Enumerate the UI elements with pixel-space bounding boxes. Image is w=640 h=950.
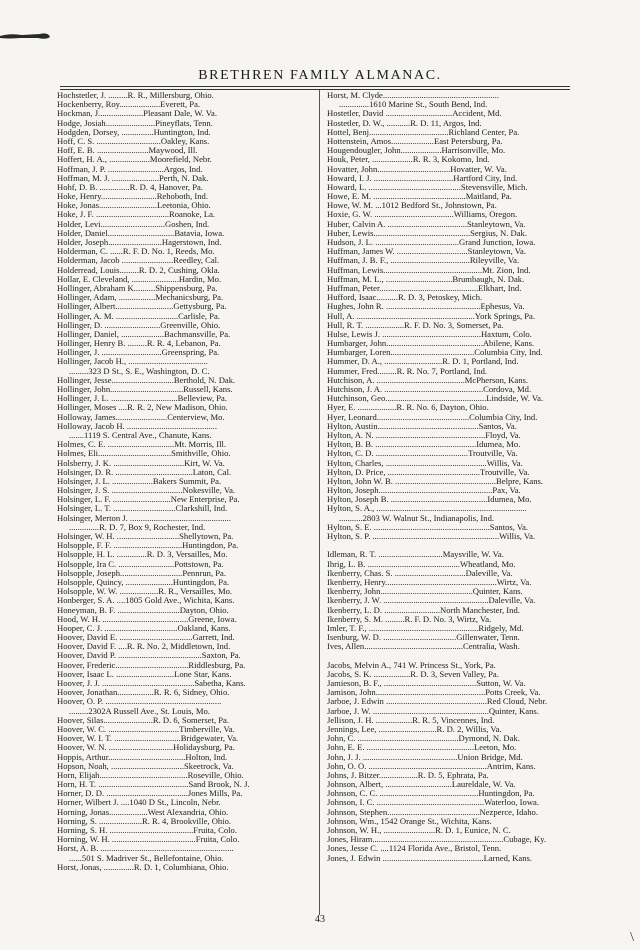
directory-entry: Hylton, Charles, ...............................................Willis, Va. bbox=[327, 458, 523, 468]
directory-entry: .......1119 S. Central Ave., Chanute, Kans. bbox=[69, 430, 212, 440]
directory-entry: Hollinger, John..................................Russell, Kans. bbox=[57, 385, 233, 394]
directory-entry: Hylton, Austin...............................................Santos, Va. bbox=[327, 421, 517, 431]
directory-entry: Holsinger, W. H. .............................Shellytown, Pa. bbox=[57, 532, 234, 541]
directory-entry: Holsopple, Quincy, ......................Huntingdon, Pa. bbox=[57, 577, 230, 587]
directory-entry: Hoover, Isaac L. ...........................Lone Star, Kans. bbox=[57, 669, 232, 679]
directory-entry: Humbarger, John.............................................Abilene, Kans. bbox=[327, 339, 535, 349]
directory-entry: Holsopple, F. F. ................................Huntingdon, Pa. bbox=[57, 541, 239, 551]
directory-entry: Holmes, C. E. ...............................Mt. Morris, Ill. bbox=[57, 440, 227, 450]
column-divider bbox=[319, 90, 320, 915]
directory-entry: Hoover, W. C. .................................Timberville, Va. bbox=[57, 724, 235, 734]
directory-entry: Holsopple, Ira C. ..........................Pottstown, Pa. bbox=[57, 559, 224, 569]
directory-entry: Hollinger, A. M. .............................Carlisle, Pa. bbox=[57, 311, 220, 321]
directory-entry: Holderman, Jacob ........................Reedley, Cal. bbox=[57, 256, 220, 266]
directory-entry: Hylton, C. D. ...........................................Troutville, Va. bbox=[327, 449, 518, 459]
directory-entry: Holderman, C. ......R. F. D. No. 1, Reeds, Mo. bbox=[57, 247, 215, 257]
directory-entry: Hummer, Fred.........R. R. No. 7, Portland, Ind. bbox=[327, 366, 488, 376]
directory-entry: Horst, A. B. .............................................................. bbox=[57, 844, 234, 854]
directory-entry: Hoover, Silas.......................R. D. 6, Somerset, Pa. bbox=[57, 715, 230, 725]
directory-entry: Jamison, John...................................................Potts Creek, Va. bbox=[327, 688, 541, 698]
directory-entry: Horst, M. Clyde...................................................... bbox=[327, 91, 499, 100]
directory-entry: Horner, Wilbert J. ....1040 D St., Lincoln, Nebr. bbox=[57, 798, 221, 808]
directory-entry: Huffman, J. B. F., .....................................Rileyville, Va. bbox=[327, 256, 520, 266]
directory-entry: Hottenstein, Amos....................East Petersburg, Pa. bbox=[327, 136, 503, 146]
directory-entry: Johnson, C. C. ..............................................Huntingdon, Pa. bbox=[327, 789, 535, 799]
directory-entry: Hylton, B. B. ...............................................Idumea, Mo. bbox=[327, 440, 521, 450]
directory-entry: Ikenberry, S. M. .........R. F. D. No. 3, Wirtz, Va. bbox=[327, 614, 492, 624]
margin-mark: \ bbox=[630, 930, 634, 945]
directory-entry: Holsinger, J. S. .................................Nokesville, Va. bbox=[57, 486, 236, 496]
directory-entry: Hoover, David F. ....R. R. No. 2, Middletown, Ind. bbox=[57, 642, 231, 652]
directory-entry: Huffman, James W. .................................Stanleytown, Va. bbox=[327, 247, 526, 257]
directory-entry: Holder, Daniel...............................Batavia, Iowa. bbox=[57, 228, 225, 238]
directory-entry: Jarboe, J. W. ......................................................Quinter, Kans. bbox=[327, 706, 539, 716]
directory-entry: Hudson, J. L. .......................................Grand Junction, Iowa. bbox=[327, 238, 536, 247]
directory-entry: Huffman, Lewis..............................................Mt. Zion, Ind. bbox=[327, 265, 531, 275]
directory-entry: Hollinger, Albert...........................Gettysburg, Pa. bbox=[57, 302, 227, 312]
directory-entry: Holsinger, Merton J. ............................................... bbox=[57, 513, 231, 523]
directory-entry: .........323 D St., S. E., Washington, D. C. bbox=[69, 366, 210, 376]
directory-entry: Hummer, D. A., ...........................R. D. 1, Portland, Ind. bbox=[327, 357, 519, 367]
directory-entry: ...........2803 W. Walnut St., Indianapolis, Ind. bbox=[339, 513, 495, 523]
directory-entry: Hougendougler, John...................Harrisonville, Mo. bbox=[327, 146, 506, 156]
directory-entry: Horning, S. H. .......................................Fruita, Colo. bbox=[57, 826, 237, 835]
directory-entry: Hoover, Frederic..................................Riddlesburg, Pa. bbox=[57, 660, 246, 670]
directory-entry: Jarboe, J. Edwin ...............................................Red Cloud, Nebr. bbox=[327, 697, 548, 707]
directory-entry: Johnson, Albert, ...............................Laureldale, W. Va. bbox=[327, 780, 516, 790]
directory-entry: Hoffert, H. A., ...................Moorefield, Nebr. bbox=[57, 155, 212, 165]
left-column bbox=[57, 91, 319, 872]
directory-entry: Hoover, David P. .......................................Saxton, Pa. bbox=[57, 651, 241, 661]
directory-entry: Holsinger, L. F. ...........................New Enterprise, Pa. bbox=[57, 495, 240, 505]
directory-entry: Howard, I. J. .....................................Hartford City, Ind. bbox=[327, 173, 518, 183]
directory-entry: Hoke, Henry..........................Rehoboth, Ind. bbox=[57, 192, 209, 202]
directory-entry: Ikenberry, John...........................................Quinter, Kans. bbox=[327, 587, 523, 597]
directory-entry: Hostetler, D. W., ...........R. D. 11, Argos, Ind. bbox=[327, 118, 482, 128]
directory-entry: Hockenberry, Roy...................Everett, Pa. bbox=[57, 100, 201, 110]
directory-entry: Humbarger, Loren.......................................Columbia City, Ind. bbox=[327, 348, 543, 358]
directory-entry: Hulse, Lewis J. ..............................................Haxtum, Colo. bbox=[327, 329, 532, 339]
directory-entry: Hollinger, Jacob H., ..................................... bbox=[57, 357, 208, 367]
directory-entry: ......501 S. Madriver St., Bellefontaine, Ohio. bbox=[69, 853, 224, 863]
directory-entry: Johnson, Stephen...........................................Nezperce, Idaho. bbox=[327, 807, 538, 817]
directory-entry: Hood, W. H. ........................................Greene, Iowa. bbox=[57, 614, 237, 624]
directory-entry: Hylton, S. E. ......................................................Santos, Va. bbox=[327, 522, 529, 532]
directory-entry: Holsinger, L. T. .............................Clarkshill, Ind. bbox=[57, 504, 228, 514]
directory-entry: Jones, Jesse C. ....1124 Florida Ave., Bristol, Tenn. bbox=[327, 844, 502, 854]
directory-entry: Hollinger, Moses ....R. R. 2, New Madison, Ohio. bbox=[57, 403, 228, 413]
directory-entry: Hoover, O. P. ...................................................... bbox=[57, 697, 222, 707]
directory-entry: Isenburg, W. D. ..................................Gillenwater, Tenn. bbox=[327, 633, 520, 643]
directory-entry: Hylton, Joseph B. .............................................Idumea, Mo. bbox=[327, 495, 532, 505]
directory-entry: Johnson, W. H., ........................R. D. 1, Eunice, N. C. bbox=[327, 826, 511, 835]
directory-entry: Hoffman, J. P. ..........................Argos, Ind. bbox=[57, 164, 203, 174]
directory-entry: Holmes, Eli..................................Smithville, Ohio. bbox=[57, 449, 231, 459]
directory-entry: Ikenberry, Chas. S. .................................Daleville, Va. bbox=[327, 568, 513, 578]
directory-entry: Hufford, Isaac..........R. D. 3, Petoskey, Mich. bbox=[327, 293, 483, 303]
directory-entry: Hottel, Benj.....................................Richland Center, Pa. bbox=[327, 127, 520, 137]
directory-entry: Hylton, D. Price, ...........................................Troutville, Va. bbox=[327, 467, 530, 477]
directory-entry: Ikenberry, L. D. ..........................North Manchester, Ind. bbox=[327, 605, 520, 615]
directory-entry: Honberger, S. A. ....1805 Gold Ave., Wichita, Kans. bbox=[57, 596, 235, 606]
directory-entry: John, E. E. ..................................................Leeton, Mo. bbox=[327, 743, 517, 753]
directory-entry: Huber, Calvin A. .....................................Stanleytown, Va. bbox=[327, 219, 526, 229]
directory-entry: Hoover, W. I. T. ...............................Bridgewater, Va. bbox=[57, 734, 239, 744]
directory-entry: Jennings, Lee, ...........................R. D. 2, Willis, Va. bbox=[327, 724, 502, 734]
directory-entry: Jones, Hiram.............................................................Cubage, Ky. bbox=[327, 835, 547, 845]
directory-entry: Jamieson, B. F., ...........................................Sutton, W. Va. bbox=[327, 679, 526, 688]
directory-entry: Horn, Elijah.........................................Roseville, Ohio. bbox=[57, 770, 244, 780]
directory-entry: Hyer, Leonard...........................................Columbia City, Ind. bbox=[327, 412, 538, 422]
page-number: 43 bbox=[315, 914, 325, 925]
directory-entry: Holsinger, J. L. ...................Bakers Summit, Pa. bbox=[57, 476, 222, 486]
directory-entry: Jellison, J. H. .................R. R. 5, Vincennes, Ind. bbox=[327, 715, 495, 725]
directory-entry: Hylton, S. P. ...........................................................Willis, Va. bbox=[327, 532, 536, 541]
directory-entry: Hockman, J.....................Pleasant Dale, W. Va. bbox=[57, 109, 217, 119]
directory-entry: Hylton, A. N. ...................................................Floyd, Va. bbox=[327, 430, 521, 440]
directory-entry: Hughes, John R. ............................................Ephesus, Va. bbox=[327, 302, 525, 312]
directory-entry: Hoppis, Arthur....................................Holton, Ind. bbox=[57, 752, 228, 762]
directory-entry: Howe, E. M. ...........................................Maitland, Pa. bbox=[327, 192, 512, 202]
directory-entry: Hollinger, J. ............................Greenspring, Pa. bbox=[57, 348, 220, 358]
directory-entry: Johnson, I. C. ..................................................Waterloo, Iowa. bbox=[327, 798, 539, 808]
directory-entry: Holloway, James........................Centerview, Mo. bbox=[57, 412, 225, 422]
directory-entry: .........2302A Russell Ave., St. Louis, Mo. bbox=[69, 706, 210, 716]
directory-entry: Hylton, S. A., ...................................................................... bbox=[327, 504, 527, 514]
directory-entry: Hollar, E. Cleveland, ......................Hardin, Mo. bbox=[57, 274, 222, 284]
header-rule bbox=[60, 86, 570, 87]
directory-entry: ..............1610 Marine St., South Bend, Ind. bbox=[339, 100, 488, 110]
directory-entry: Hoover, W. N. ..............................Holidaysburg, Pa. bbox=[57, 743, 235, 753]
directory-entry: Hutchinson, Geo...............................................Lindside, W. Va. bbox=[327, 394, 544, 404]
directory-entry: Holder, Joseph.........................Hagerstown, Ind. bbox=[57, 238, 222, 247]
directory-entry: Ikenberry, J. W. .................................................Daleville, Va. bbox=[327, 596, 536, 606]
directory-entry: John, O. O. .......................................................Antrim, Kans. bbox=[327, 761, 536, 771]
directory-entry: Hovatter, John..................................Hovatter, W. Va. bbox=[327, 164, 507, 174]
directory-entry: Jacobs, S. K. .................R. D. 3, Seven Valley, Pa. bbox=[327, 669, 499, 679]
page-title: BRETHREN FAMILY ALMANAC. bbox=[198, 68, 442, 83]
directory-entry: Huber, Lewis.............................................Sergius, N. Dak. bbox=[327, 228, 528, 238]
directory-entry: Hutchison, A. .........................................McPherson, Kans. bbox=[327, 375, 528, 385]
directory-entry: Hollinger, J. L. ...............................Belleview, Pa. bbox=[57, 394, 227, 404]
directory-entry: Hoke, J. F. ..................................Roanoke, La. bbox=[57, 210, 216, 220]
directory-entry: Hollinger, D. ..........................Greenville, Ohio. bbox=[57, 320, 221, 330]
directory-entry: Holsopple, Joseph.............................Pennrun, Pa. bbox=[57, 568, 227, 578]
directory-entry: Johns, J. Bitzer..................R. D. 5, Ephrata, Pa. bbox=[327, 770, 489, 780]
directory-entry: Jacobs, Melvin A., 741 W. Princess St., York, Pa. bbox=[327, 660, 496, 670]
directory-entry: Howe, W. M. ...1012 Bedford St., Johnstown, Pa. bbox=[327, 201, 497, 211]
directory-entry: Holsinger, D. R. ....................................Laton, Cal. bbox=[57, 467, 232, 477]
directory-entry: John, J. J. ............................................Union Bridge, Md. bbox=[327, 752, 523, 762]
directory-entry: Hodge, Josiah.......................Pineyflats, Tenn. bbox=[57, 118, 213, 128]
directory-entry: Honeyman, B. F. .............................Dayton, Ohio. bbox=[57, 605, 229, 615]
directory-entry: Hoff, E. B. ........................Maywood, Ill. bbox=[57, 146, 198, 156]
directory-entry: Jones, J. Edwin ...............................................Larned, Kans. bbox=[327, 853, 533, 863]
directory-entry: Hooper, C. J. ..................................Oakland, Kans. bbox=[57, 623, 231, 633]
directory-entry: Hoover, Jonathan.................R. R. 6, Sidney, Ohio. bbox=[57, 688, 230, 698]
directory-entry: Hoover, David E. ..................................Garrett, Ind. bbox=[57, 633, 235, 643]
directory-entry: Ikenberry, Henry....................................................Wirtz, Va. bbox=[327, 577, 532, 587]
directory-entry: Holsopple, H. L. ..............R. D. 3, Versailles, Mo. bbox=[57, 550, 228, 560]
directory-entry: Horn, H. T. ..........................................Sand Brook, N. J. bbox=[57, 780, 250, 790]
directory-entry: Hostetler, David ...............................Accident, Md. bbox=[327, 109, 502, 119]
directory-entry: Idleman, R. T. ..............................Maysville, W. Va. bbox=[327, 550, 504, 560]
directory-entry: Ihrig, L. B. ...........................................Wheatland, Mo. bbox=[327, 559, 516, 569]
directory-entry: Hollinger, Adam, .................Mechanicsburg, Pa. bbox=[57, 293, 224, 303]
directory-entry: Hollinger, Henry B. .........R. R. 4, Lebanon, Pa. bbox=[57, 339, 221, 349]
directory-entry: Hodgden, Dorsey, ...............Huntington, Ind. bbox=[57, 127, 211, 137]
directory-entry: Horning, Jonas..................West Alexandria, Ohio. bbox=[57, 807, 229, 817]
right-column bbox=[327, 91, 575, 863]
directory-entry: Houk, Peter, ...................R. R. 3, Kokomo, Ind. bbox=[327, 155, 490, 165]
paper-clip-mark bbox=[0, 28, 52, 42]
header-rule-secondary bbox=[60, 89, 570, 90]
directory-entry: Hollinger, Daniel, ....................Bachmansville, Pa. bbox=[57, 329, 231, 339]
directory-entry: Horning, W. H. .......................................Fruita, Colo. bbox=[57, 835, 240, 845]
directory-entry: Horst, Jonas, ..............R. D. 1, Columbiana, Ohio. bbox=[57, 862, 229, 872]
directory-entry: Hohf, D. B. ..............R. D. 4, Hanover, Pa. bbox=[57, 182, 203, 192]
directory-entry: Hopson, Noah, ..................................Skeetrock, Va. bbox=[57, 761, 234, 771]
directory-entry: Huffman, Peter..............................................Elkhart, Ind. bbox=[327, 283, 522, 293]
directory-entry: Hollinger, Jesse.............................Berthold, N. Dak. bbox=[57, 375, 236, 385]
directory-entry: Hylton, Joseph.....................................................Pax, Va. bbox=[327, 486, 521, 496]
directory-entry: Horner, D. D. ......................................Jones Mills, Pa. bbox=[57, 789, 243, 799]
directory-entry: Howard, L. ...........................................Stevensville, Mich. bbox=[327, 182, 528, 192]
directory-entry: Hoxie, G. W. .....................................Williams, Oregon. bbox=[327, 210, 518, 220]
directory-entry: John, C. ...............................................Dymond, N. Dak. bbox=[327, 734, 520, 744]
directory-entry: Hylton, John W. B. ...............................................Belpre, Kans. bbox=[327, 476, 544, 486]
directory-entry: Ives, Allen..............................................Centralia, Wash. bbox=[327, 642, 520, 652]
directory-entry: Hoff, C. S. ..............................Oakley, Kans. bbox=[57, 136, 210, 146]
directory-entry: Imler, T. F., ...................................................Ridgely, Md. bbox=[327, 623, 524, 633]
directory-entry: Hochstetler, J. .........R. R., Millersburg, Ohio. bbox=[57, 91, 214, 100]
directory-entry: Holderread, Louis.........R. D. 2, Cushing, Okla. bbox=[57, 265, 220, 275]
directory-entry: Hollinger, Abraham K..........Shippensburg, Pa. bbox=[57, 283, 218, 293]
directory-entry: Hull, A. .......................................................York Springs, Pa. bbox=[327, 311, 536, 321]
directory-entry: Hoover, J. J. ...........................................Sabetha, Kans. bbox=[57, 679, 246, 688]
directory-entry: Hoffman, M. J. ......................Perth, N. Dak. bbox=[57, 173, 209, 183]
directory-entry: Holder, Levi..............................Goshen, Ind. bbox=[57, 219, 210, 229]
directory-entry: Holsopple, W. W. ..................R. R., Versailles, Mo. bbox=[57, 587, 233, 597]
directory-entry: ..............R. D. 7, Box 9, Rochester, Ind. bbox=[69, 522, 206, 532]
directory-entry: Holloway, Jacob H. .......................................... bbox=[57, 421, 218, 431]
directory-entry: Holsberry, J. K. .................................Kirt, W. Va. bbox=[57, 458, 225, 468]
directory-entry: Horning, S. ....................R. R. 4, Brookville, Ohio. bbox=[57, 816, 232, 826]
directory-entry: Johnson, Wm., 1542 Orange St., Wichita, Kans. bbox=[327, 816, 492, 826]
directory-entry: Hoke, Jonas...........................Leetonia, Ohio. bbox=[57, 201, 211, 211]
directory-entry: Hull, R. T. ..................R. F. D. No. 3, Somerset, Pa. bbox=[327, 320, 504, 330]
directory-entry: Hutchison, J. A. ..............................................Cordova, Md. bbox=[327, 385, 532, 394]
directory-entry: Hyer, E. ..................R. R. No. 6, Dayton, Ohio. bbox=[327, 403, 489, 413]
directory-entry: Huffman, M. L., ...............................Brumbaugh, N. Dak. bbox=[327, 274, 525, 284]
